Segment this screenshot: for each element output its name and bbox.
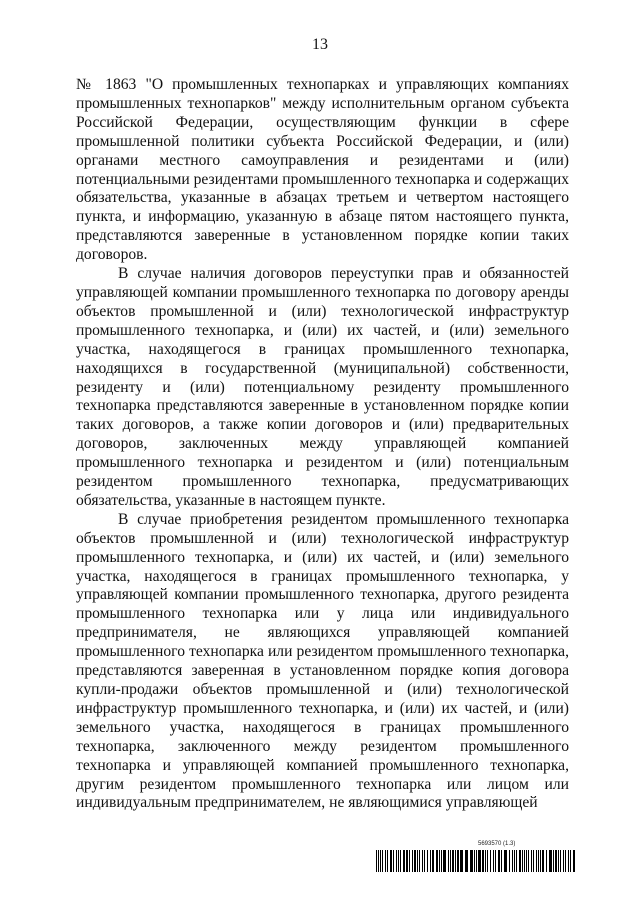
paragraph-continuation: № 1863 "О промышленных технопарках и управляющих компаниях промышленных технопарков" между исполнительным органом субъекта Российской Федерации, осуществляющим функции в сфере промышленной политики субъекта Российской Федерации, и (или) органами местного самоуправления и резидентами и (или) потенциальными резидентами промышленного технопарка и содержащих обязательства, указанные в абзацах третьем и четвертом настоящего пункта, и информацию, указанную в абзаце пятом настоящего пункта, представляются заверенные в установленном порядке копии таких договоров. [76, 76, 569, 264]
page-number: 13 [312, 36, 328, 53]
document-body [76, 76, 569, 813]
barcode-icon [376, 850, 576, 872]
paragraph-acquisition: В случае приобретения резидентом промышленного технопарка объектов промышленной и (или) технологической инфраструктур промышленного технопарка, и (или) их частей, и (или) земельного участка, находящегося в границах промышленного технопарка, у управляющей компании промышленного технопарка, другого резидента промышленного технопарка или у лица или индивидуального предпринимателя, не являющихся управляющей компанией промышленного технопарка или резидентом промышленного технопарка, представляются заверенная в установленном порядке копия договора купли-продажи объектов промышленной и (или) технологической инфраструктур промышленного технопарка, и (или) их частей, и (или) земельного участка, находящегося в границах промышленного технопарка, заключенного между резидентом промышленного технопарка и управляющей компанией промышленного технопарка, другим резидентом промышленного технопарка или лицом или индивидуальным предпринимателем, не являющимися управляющей [76, 510, 569, 812]
paragraph-assignment-agreements: В случае наличия договоров переуступки прав и обязанностей управляющей компании промышленного технопарка по договору аренды объектов промышленной и (или) технологической инфраструктур промышленного технопарка, и (или) их частей, и (или) земельного участка, находящегося в границах промышленного технопарка, находящихся в государственной (муниципальной) собственности, резиденту и (или) потенциальному резиденту промышленного технопарка представляются заверенные в установленном порядке копии таких договоров, а также копии договоров и (или) предварительных договоров, заключенных между управляющей компанией промышленного технопарка и резидентом и (или) потенциальным резидентом промышленного технопарка, предусматривающих обязательства, указанные в настоящем пункте. [76, 265, 569, 509]
barcode-label: 5693570 (1.3) [478, 841, 516, 847]
